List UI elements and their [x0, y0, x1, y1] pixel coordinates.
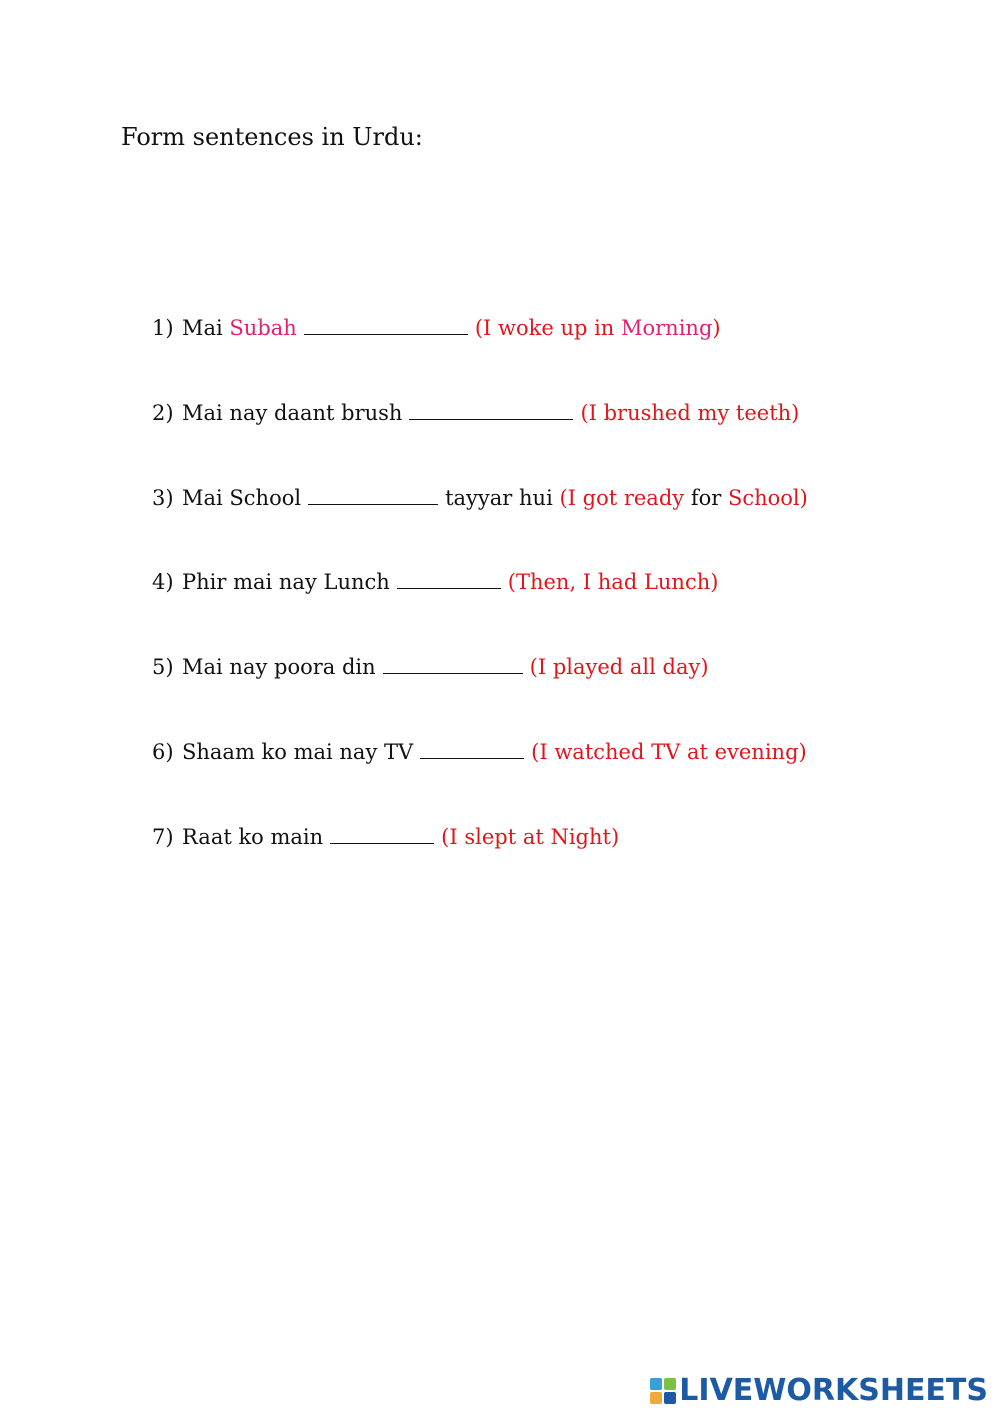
english-hint: (I got ready	[559, 486, 691, 510]
answer-blank[interactable]	[304, 333, 468, 335]
logo-icon	[650, 1378, 676, 1404]
sentence-item-4	[152, 565, 718, 599]
urdu-text: Mai nay poora din	[182, 655, 376, 679]
urdu-text: Phir mai nay Lunch	[182, 570, 390, 594]
answer-blank[interactable]	[383, 672, 523, 674]
urdu-text: Raat ko main	[182, 825, 324, 849]
item-number: 7)	[152, 825, 174, 849]
item-number: 6)	[152, 740, 174, 764]
english-hint: Subah	[229, 316, 297, 340]
english-hint: (Then, I had Lunch)	[507, 570, 719, 594]
worksheet-title: Form sentences in Urdu:	[121, 123, 423, 151]
sentence-item-6	[152, 735, 807, 769]
english-hint: (I brushed my teeth)	[580, 401, 800, 425]
english-hint: (I slept at Night)	[441, 825, 620, 849]
english-hint: (I watched TV at evening)	[531, 740, 807, 764]
item-number: 1)	[152, 316, 174, 340]
item-number: 2)	[152, 401, 174, 425]
urdu-text: Mai	[182, 316, 230, 340]
answer-blank[interactable]	[308, 503, 438, 505]
item-number: 5)	[152, 655, 174, 679]
english-hint: (I woke up in	[474, 316, 621, 340]
sentence-item-3	[152, 481, 808, 515]
answer-blank[interactable]	[409, 418, 573, 420]
liveworksheets-logo	[650, 1373, 988, 1408]
urdu-text: Shaam ko mai nay TV	[182, 740, 414, 764]
item-number: 4)	[152, 570, 174, 594]
english-hint: (I played all day)	[529, 655, 709, 679]
answer-blank[interactable]	[420, 757, 524, 759]
item-number: 3)	[152, 486, 174, 510]
urdu-text: Mai nay daant brush	[182, 401, 403, 425]
answer-blank[interactable]	[397, 587, 501, 589]
english-hint: School)	[727, 486, 808, 510]
english-hint: )	[712, 316, 721, 340]
sentence-item-1	[152, 311, 721, 345]
sentence-item-2	[152, 396, 799, 430]
answer-blank[interactable]	[330, 842, 434, 844]
urdu-text: for	[690, 486, 728, 510]
logo-text: LIVEWORKSHEETS	[679, 1373, 988, 1408]
urdu-text: Mai School	[182, 486, 302, 510]
urdu-text: tayyar hui	[445, 486, 560, 510]
english-hint: Morning	[621, 316, 713, 340]
sentence-item-5	[152, 650, 709, 684]
sentence-item-7	[152, 820, 619, 854]
